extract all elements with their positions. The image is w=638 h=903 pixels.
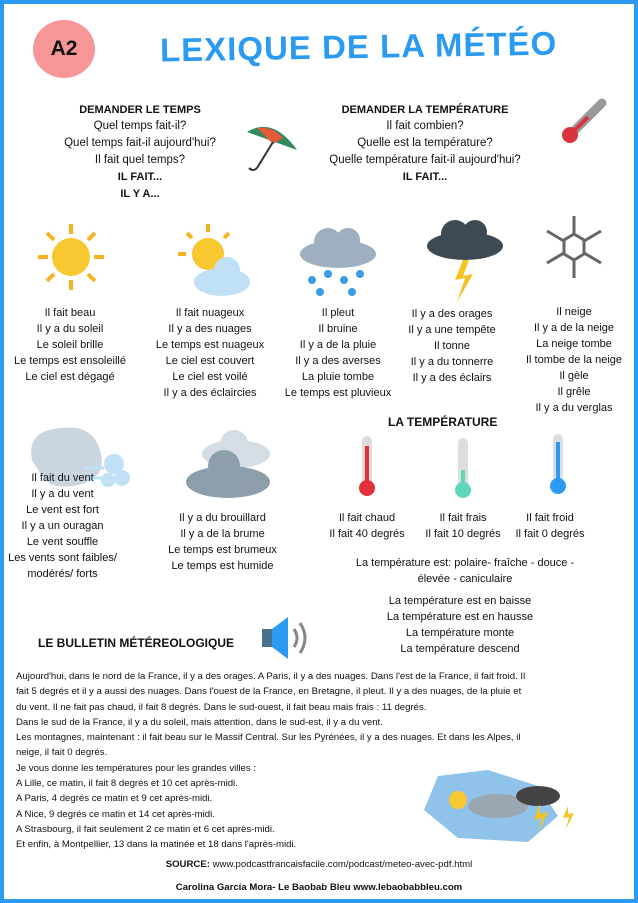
text-line: La température monte	[405, 627, 515, 639]
text-line: A Nice, 9 degrés ce matin et 14 cet après-midi.	[16, 808, 215, 820]
text-line: Je vous donne les températures pour les grandes villes :	[16, 762, 256, 774]
text-line: Le ciel est voilé	[172, 371, 248, 383]
text-line: La température est: polaire- fraîche - douce -	[355, 557, 575, 569]
weather-column-fog	[155, 510, 290, 574]
text-line: du vent. Il ne fait pas chaud, il fait 8 degrés. Dans le sud-ouest, il fait beau mais frais : 11 degrés.	[16, 701, 427, 713]
text-line: La neige tombe	[536, 338, 612, 350]
text-line: élevée - caniculaire	[417, 573, 513, 585]
temperature-cool	[413, 510, 513, 542]
temperature-heading: LA TEMPÉRATURE	[388, 415, 498, 429]
text-line: Il y a des orages	[411, 308, 493, 320]
text-line: Il y a du brouillard	[179, 512, 266, 524]
text-line: Les vents sont faibles/	[8, 552, 117, 564]
text-line: Il y a de la neige	[533, 322, 615, 334]
text-line: A Lille, ce matin, il fait 8 degrés et 10 cet après-midi.	[16, 778, 238, 790]
level-badge: A2	[33, 20, 95, 78]
text-line: Il fait quel temps?	[94, 154, 186, 166]
umbrella-icon	[243, 120, 301, 176]
weather-column-storm	[392, 306, 512, 386]
text-line: La température descend	[400, 643, 520, 655]
temperature-scale	[330, 555, 600, 587]
source-line	[0, 859, 638, 870]
weather-column-sun	[0, 305, 140, 385]
temperature-changes	[360, 593, 560, 657]
text-line: IL FAIT...	[402, 171, 448, 183]
text-line: Il fait combien?	[386, 120, 464, 132]
text-line: Il bruine	[318, 323, 358, 335]
text-line: Le soleil brille	[36, 339, 104, 351]
text-line: Il y a de la pluie	[299, 339, 377, 351]
text-line: modérés/ forts	[27, 568, 98, 580]
weather-column-cloud	[145, 305, 275, 401]
text-line: Il fait chaud	[338, 512, 396, 524]
text-line: Quel temps fait-il aujourd'hui?	[64, 137, 216, 149]
text-line: Il fait beau	[44, 307, 96, 319]
text-line: Il tombe de la neige	[525, 354, 622, 366]
source-label: SOURCE:	[165, 859, 210, 870]
text-line: La température est en hausse	[386, 611, 534, 623]
ask-weather-section	[40, 102, 240, 203]
text-line: Il fait 0 degrés	[515, 528, 585, 540]
credit-line: Carolina García Mora- Le Baobab Bleu www.lebaobabbleu.com	[175, 882, 463, 893]
source-link[interactable]: www.podcastfrancaisfacile.com/podcast/meteo-avec-pdf.html	[212, 859, 473, 870]
text-line: Il y a du tonnerre	[410, 356, 494, 368]
text-line: Il y a du vent	[31, 488, 94, 500]
text-line: Il y a des averses	[295, 355, 381, 367]
weather-column-rain	[273, 305, 403, 401]
text-line: Quel temps fait-il?	[93, 120, 187, 132]
text-line: Le temps est humide	[171, 560, 274, 572]
text-line: Le temps est ensoleillé	[14, 355, 126, 367]
text-line: Le vent souffle	[26, 536, 99, 548]
text-line: Et enfin, à Montpellier, 13 dans la matinée et 18 dans l'après-midi.	[16, 839, 297, 851]
text-line: Il fait nuageux	[175, 307, 245, 319]
text-line: Il fait froid	[526, 512, 574, 524]
text-line: Il y a une tempête	[408, 324, 496, 336]
weather-map-icon	[418, 766, 583, 846]
text-line: Dans le sud de la France, il y a du soleil, mais attention, dans le sud-est, il y a du vent.	[16, 716, 383, 728]
weather-column-wind	[0, 470, 125, 582]
temperature-cold	[500, 510, 600, 542]
text-line: neige, il fait 0 degrés.	[16, 747, 108, 759]
text-line: Le temps est pluvieux	[284, 387, 392, 399]
text-line: Il y a un ouragan	[21, 520, 104, 532]
cold-thermometer-icon	[547, 432, 569, 496]
text-line: Il y a du verglas	[535, 402, 613, 414]
text-line: IL FAIT...	[117, 171, 163, 183]
text-line: Il fait frais	[439, 512, 487, 524]
text-line: A Paris, 4 degrés ce matin et 9 cet après-midi.	[16, 793, 213, 805]
text-line: Le vent est fort	[26, 504, 99, 516]
cool-thermometer-icon	[452, 436, 474, 500]
text-line: Il neige	[556, 306, 592, 318]
text-line: Le ciel est dégagé	[25, 371, 115, 383]
text-line: Les montagnes, maintenant : il fait beau sur le Massif Central. Sur les Pyrénées, il y a des nuages. Et dans les Alpes, il	[16, 732, 521, 744]
text-line: La température est en baisse	[388, 595, 532, 607]
text-line: Quelle est la température?	[357, 137, 493, 149]
text-line: Il gèle	[559, 370, 589, 382]
text-line: Aujourd'hui, dans le nord de la France, il y a des orages. A Paris, il y a des nuages. Dans l'est de la France, il fait froid. Il	[16, 671, 526, 682]
text-line: La pluie tombe	[301, 371, 375, 383]
text-line: Il fait du vent	[31, 472, 94, 484]
text-line: Il grêle	[557, 386, 591, 398]
rain-cloud-icon	[298, 222, 378, 300]
text-line: Il tonne	[433, 340, 471, 352]
sun-cloud-icon	[172, 220, 254, 298]
speaker-icon	[260, 615, 314, 661]
text-line: Il fait 40 degrés	[329, 528, 405, 540]
text-line: IL Y A...	[120, 188, 160, 200]
snowflake-icon	[541, 212, 607, 282]
storm-cloud-icon	[425, 216, 505, 304]
ask-weather-heading: DEMANDER LE TEMPS	[79, 104, 201, 116]
text-line: Il y a de la brume	[180, 528, 265, 540]
weather-column-snow	[514, 304, 634, 416]
text-line: fait 5 degrés et il y a aussi des nuages. Dans l'ouest de la France, en Bretagne, il pleut. Il y a des nuages, de la pluie et	[16, 686, 522, 698]
text-line: Il y a du soleil	[36, 323, 104, 335]
ask-temperature-heading: DEMANDER LA TEMPÉRATURE	[341, 104, 509, 116]
text-line: A Strasbourg, il fait seulement 2 ce matin et 6 cet après-midi.	[16, 823, 275, 835]
sun-icon	[36, 222, 106, 292]
text-line: Il y a des nuages	[168, 323, 252, 335]
fog-cloud-icon	[184, 428, 276, 500]
hot-thermometer-icon	[356, 434, 378, 498]
ask-temperature-section	[325, 102, 525, 186]
text-line: Il pleut	[321, 307, 355, 319]
temperature-hot	[317, 510, 417, 542]
page-title: LEXIQUE DE LA MÉTÉO	[159, 24, 558, 69]
thermometer-icon	[558, 95, 614, 147]
text-line: Quelle température fait-il aujourd'hui?	[329, 154, 521, 166]
text-line: Il fait 10 degrés	[425, 528, 501, 540]
text-line: Le temps est brumeux	[168, 544, 277, 556]
text-line: Il y a des éclairs	[412, 372, 492, 384]
text-line: Le temps est nuageux	[155, 339, 265, 351]
bulletin-heading: LE BULLETIN MÉTÉREOLOGIQUE	[38, 636, 235, 650]
text-line: Il y a des éclaircies	[163, 387, 257, 399]
text-line: Le ciel est couvert	[165, 355, 255, 367]
